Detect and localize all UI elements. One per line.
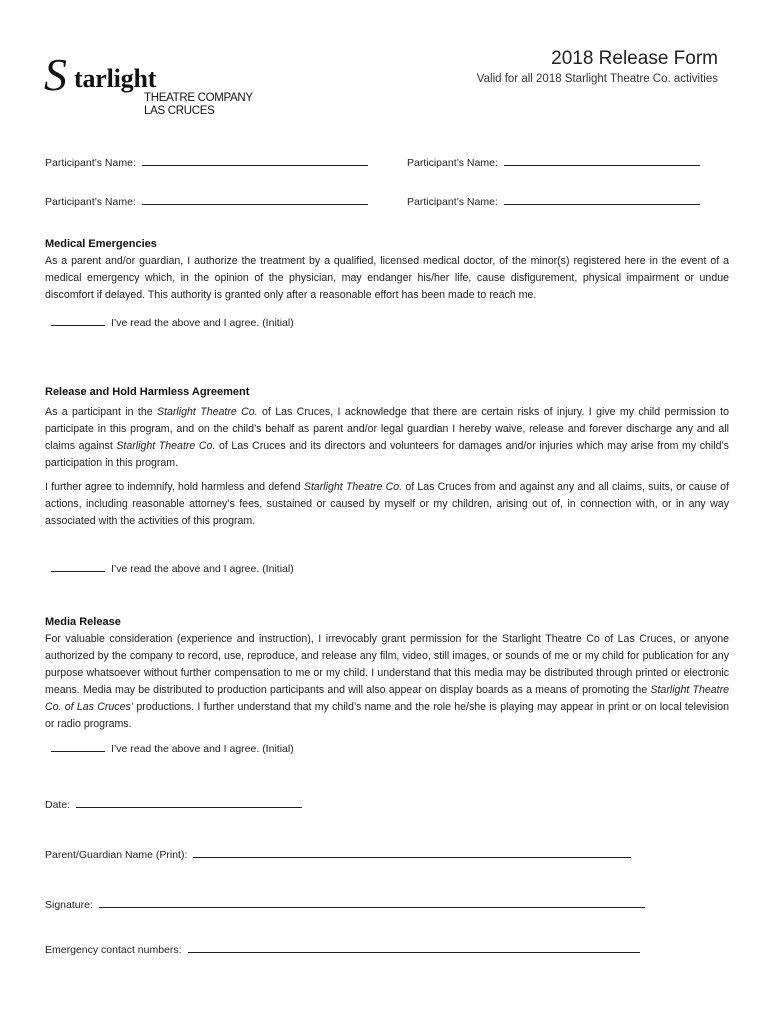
participant-name-field-1[interactable]	[45, 155, 368, 169]
date-label: Date:	[45, 799, 71, 811]
text-run: I further agree to indemnify, hold harmless and defend	[45, 481, 304, 493]
initial-text: I’ve read the above and I agree. (Initial)	[111, 563, 294, 575]
company-name-italic: Starlight Theatre Co.	[157, 406, 258, 418]
text-run: For valuable consideration (experience and instruction), I irrevocably grant permission for the Starlight Theatre Co of Las Cruces, or anyone authorized by the company to record, use, reproduce, and release any film, video, still images, or sounds of me or my child for publication for any purpose whatsoever without further compensation to me or my child. I understand that this media may be distributed through printed or electronic means. Media may be distributed to production participants and will also appear on display boards as a means of promoting the	[45, 633, 729, 696]
initial-text: I’ve read the above and I agree. (Initial)	[111, 743, 294, 755]
emergency-contact-label: Emergency contact numbers:	[45, 944, 182, 956]
participant-name-label: Participant’s Name:	[45, 157, 136, 169]
initial-line[interactable]	[51, 315, 105, 326]
medical-initial[interactable]	[51, 315, 294, 329]
date-field[interactable]	[45, 797, 302, 811]
logo-initial: S	[44, 49, 67, 100]
release-initial[interactable]	[51, 561, 294, 575]
initial-line[interactable]	[51, 741, 105, 752]
participant-name-field-3[interactable]	[45, 194, 368, 208]
release-paragraph-1	[45, 404, 729, 472]
emergency-contact-field[interactable]	[45, 942, 640, 956]
medical-paragraph: As a parent and/or guardian, I authorize the treatment by a qualified, licensed medical doctor, of the minor(s) registered here in the event of a medical emergency which, in the opinion of the physician, may endanger his/her life, cause disfigurement, physical impairment or undue discomfort if delayed. This authority is granted only after a reasonable effort has been made to reach me.	[45, 255, 729, 301]
text-run: of Las Cruces, I acknowledge that there are certain risks of injury. I give my child permission to participate in this program, and on the child’s behalf as parent and/or legal guardian I hereby waive, release and forever discharge any and all claims against	[45, 406, 729, 452]
participant-name-line[interactable]	[142, 155, 368, 166]
company-name-italic: Starlight Theatre Co. of Las Cruces’	[45, 684, 729, 713]
guardian-name-line[interactable]	[193, 847, 631, 858]
participant-name-line[interactable]	[504, 194, 700, 205]
company-logo	[44, 49, 284, 122]
text-run: productions. I further understand that my child’s name and the role he/she is playing may appear in print or on local television or radio programs.	[45, 701, 729, 730]
form-title: 2018 Release Form	[551, 48, 718, 69]
participant-name-label: Participant’s Name:	[407, 196, 498, 208]
signature-field[interactable]	[45, 897, 645, 911]
medical-heading: Medical Emergencies	[45, 238, 157, 250]
participant-name-line[interactable]	[142, 194, 368, 205]
media-heading: Media Release	[45, 616, 121, 628]
date-line[interactable]	[76, 797, 302, 808]
participant-name-label: Participant’s Name:	[407, 157, 498, 169]
text-run: As a participant in the	[45, 406, 157, 418]
participant-name-field-4[interactable]	[407, 194, 700, 208]
release-paragraph-2	[45, 479, 729, 530]
emergency-contact-line[interactable]	[188, 942, 640, 953]
initial-line[interactable]	[51, 561, 105, 572]
text-run: of Las Cruces and its directors and volunteers for damages and/or injuries which may arise from my child’s participation in this program.	[45, 440, 729, 469]
participant-name-field-2[interactable]	[407, 155, 700, 169]
media-paragraph	[45, 631, 729, 733]
text-run: of Las Cruces from and against any and all claims, suits, or cause of actions, including reasonable attorney’s fees, sustained or caused by myself or my children, arising out of, in connection with, or in any way associated with the activities of this program.	[45, 481, 730, 527]
initial-text: I’ve read the above and I agree. (Initial)	[111, 317, 294, 329]
guardian-name-label: Parent/Guardian Name (Print):	[45, 849, 188, 861]
company-name-italic: Starlight Theatre Co.	[116, 440, 216, 452]
participant-name-line[interactable]	[504, 155, 700, 166]
release-heading: Release and Hold Harmless Agreement	[45, 386, 250, 398]
signature-label: Signature:	[45, 899, 93, 911]
form-subtitle: Valid for all 2018 Starlight Theatre Co. activities	[476, 73, 718, 85]
participant-name-label: Participant’s Name:	[45, 196, 136, 208]
guardian-name-field[interactable]	[45, 847, 631, 861]
company-name-italic: Starlight Theatre Co.	[303, 481, 403, 493]
logo-line-1: THEATRE COMPANY	[144, 92, 253, 104]
signature-line[interactable]	[99, 897, 645, 908]
media-initial[interactable]	[51, 741, 294, 755]
logo-line-2: LAS CRUCES	[144, 105, 215, 117]
logo-wordmark: tarlight	[74, 64, 157, 93]
